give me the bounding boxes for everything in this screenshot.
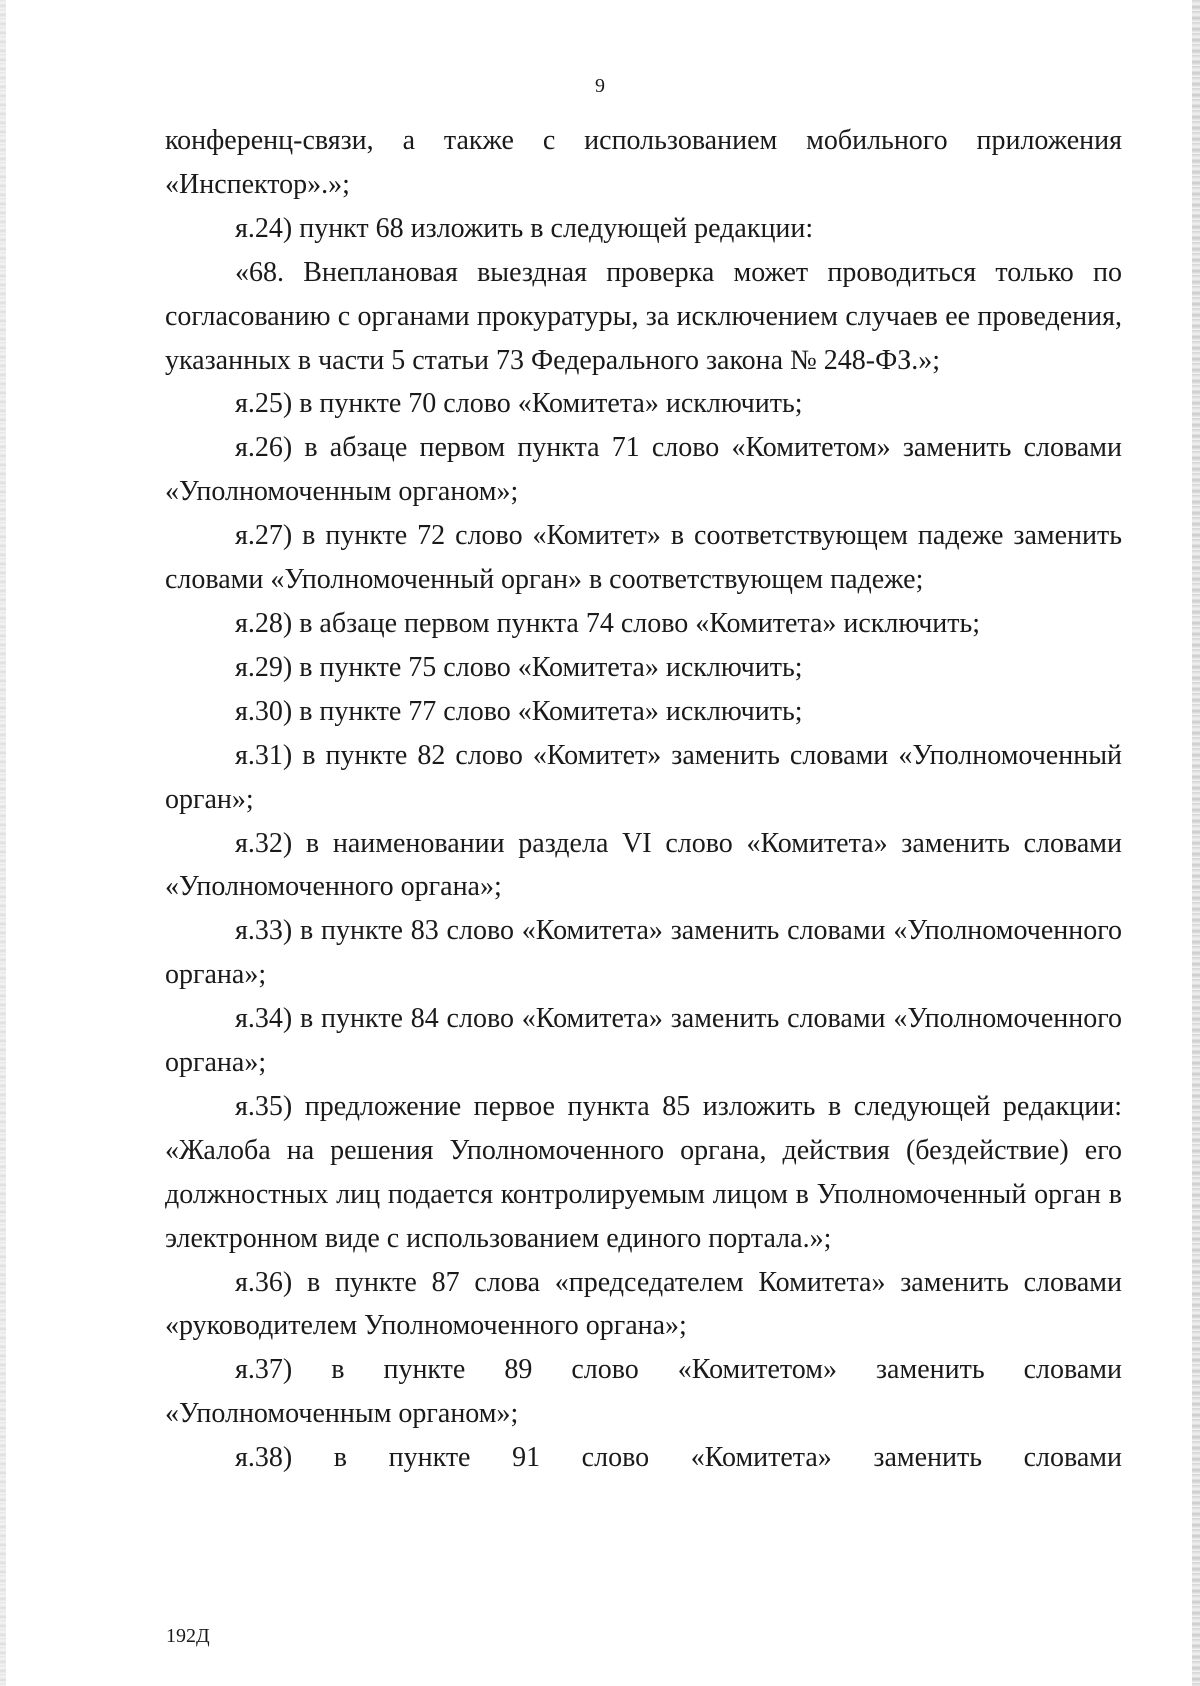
scan-edge-left bbox=[0, 0, 6, 1686]
scan-edge-right bbox=[1192, 0, 1200, 1686]
paragraph-item-26: я.26) в абзаце первом пункта 71 слово «Комитетом» заменить словами «Уполномоченным органом»; bbox=[165, 432, 1122, 508]
paragraph-item-30: я.30) в пункте 77 слово «Комитета» исключить; bbox=[235, 695, 803, 727]
paragraph-item-25: я.25) в пункте 70 слово «Комитета» исключить; bbox=[235, 388, 803, 420]
paragraph-continuation: конференц-связи, а также с использованием мобильного приложения «Инспектор».»; bbox=[165, 125, 1122, 200]
paragraph-item-36: я.36) в пункте 87 слова «председателем Комитета» заменить словами «руководителем Уполномоченного органа»; bbox=[165, 1266, 1122, 1342]
paragraph-item-68-quote: «68. Внеплановая выездная проверка может проводиться только по согласованию с органами прокуратуры, за исключением случаев ее проведения, указанных в части 5 статьи 73 Федерального закона № 248-ФЗ.»; bbox=[165, 256, 1122, 376]
paragraph-item-24: я.24) пункт 68 изложить в следующей редакции: bbox=[235, 212, 814, 244]
footer-document-code: 192Д bbox=[166, 1625, 210, 1647]
paragraph-item-38: я.38) в пункте 91 слово «Комитета» заменить словами bbox=[235, 1442, 1122, 1474]
paragraph-item-27: я.27) в пункте 72 слово «Комитет» в соответствующем падеже заменить словами «Уполномоченный орган» в соответствующем падеже; bbox=[165, 520, 1122, 596]
paragraph-item-37: я.37) в пункте 89 слово «Комитетом» заменить словами «Уполномоченным органом»; bbox=[165, 1354, 1122, 1430]
page-number: 9 bbox=[595, 75, 605, 97]
paragraph-item-28: я.28) в абзаце первом пункта 74 слово «Комитета» исключить; bbox=[235, 607, 981, 639]
paragraph-item-31: я.31) в пункте 82 слово «Комитет» заменить словами «Уполномоченный орган»; bbox=[165, 739, 1122, 815]
paragraph-item-34: я.34) в пункте 84 слово «Комитета» заменить словами «Уполномоченного органа»; bbox=[165, 1003, 1122, 1079]
paragraph-item-33: я.33) в пункте 83 слово «Комитета» заменить словами «Уполномоченного органа»; bbox=[165, 915, 1122, 991]
paragraph-item-32: я.32) в наименовании раздела VI слово «Комитета» заменить словами «Уполномоченного органа»; bbox=[165, 827, 1122, 903]
paragraph-item-35: я.35) предложение первое пункта 85 изложить в следующей редакции: «Жалоба на решения Уполномоченного органа, действия (бездействие) его должностных лиц подается контролируемым лицом в Уполномоченный орган в электронном виде с использованием единого портала.»; bbox=[165, 1090, 1122, 1254]
document-body bbox=[165, 119, 1122, 1480]
paragraph-item-29: я.29) в пункте 75 слово «Комитета» исключить; bbox=[235, 651, 803, 683]
